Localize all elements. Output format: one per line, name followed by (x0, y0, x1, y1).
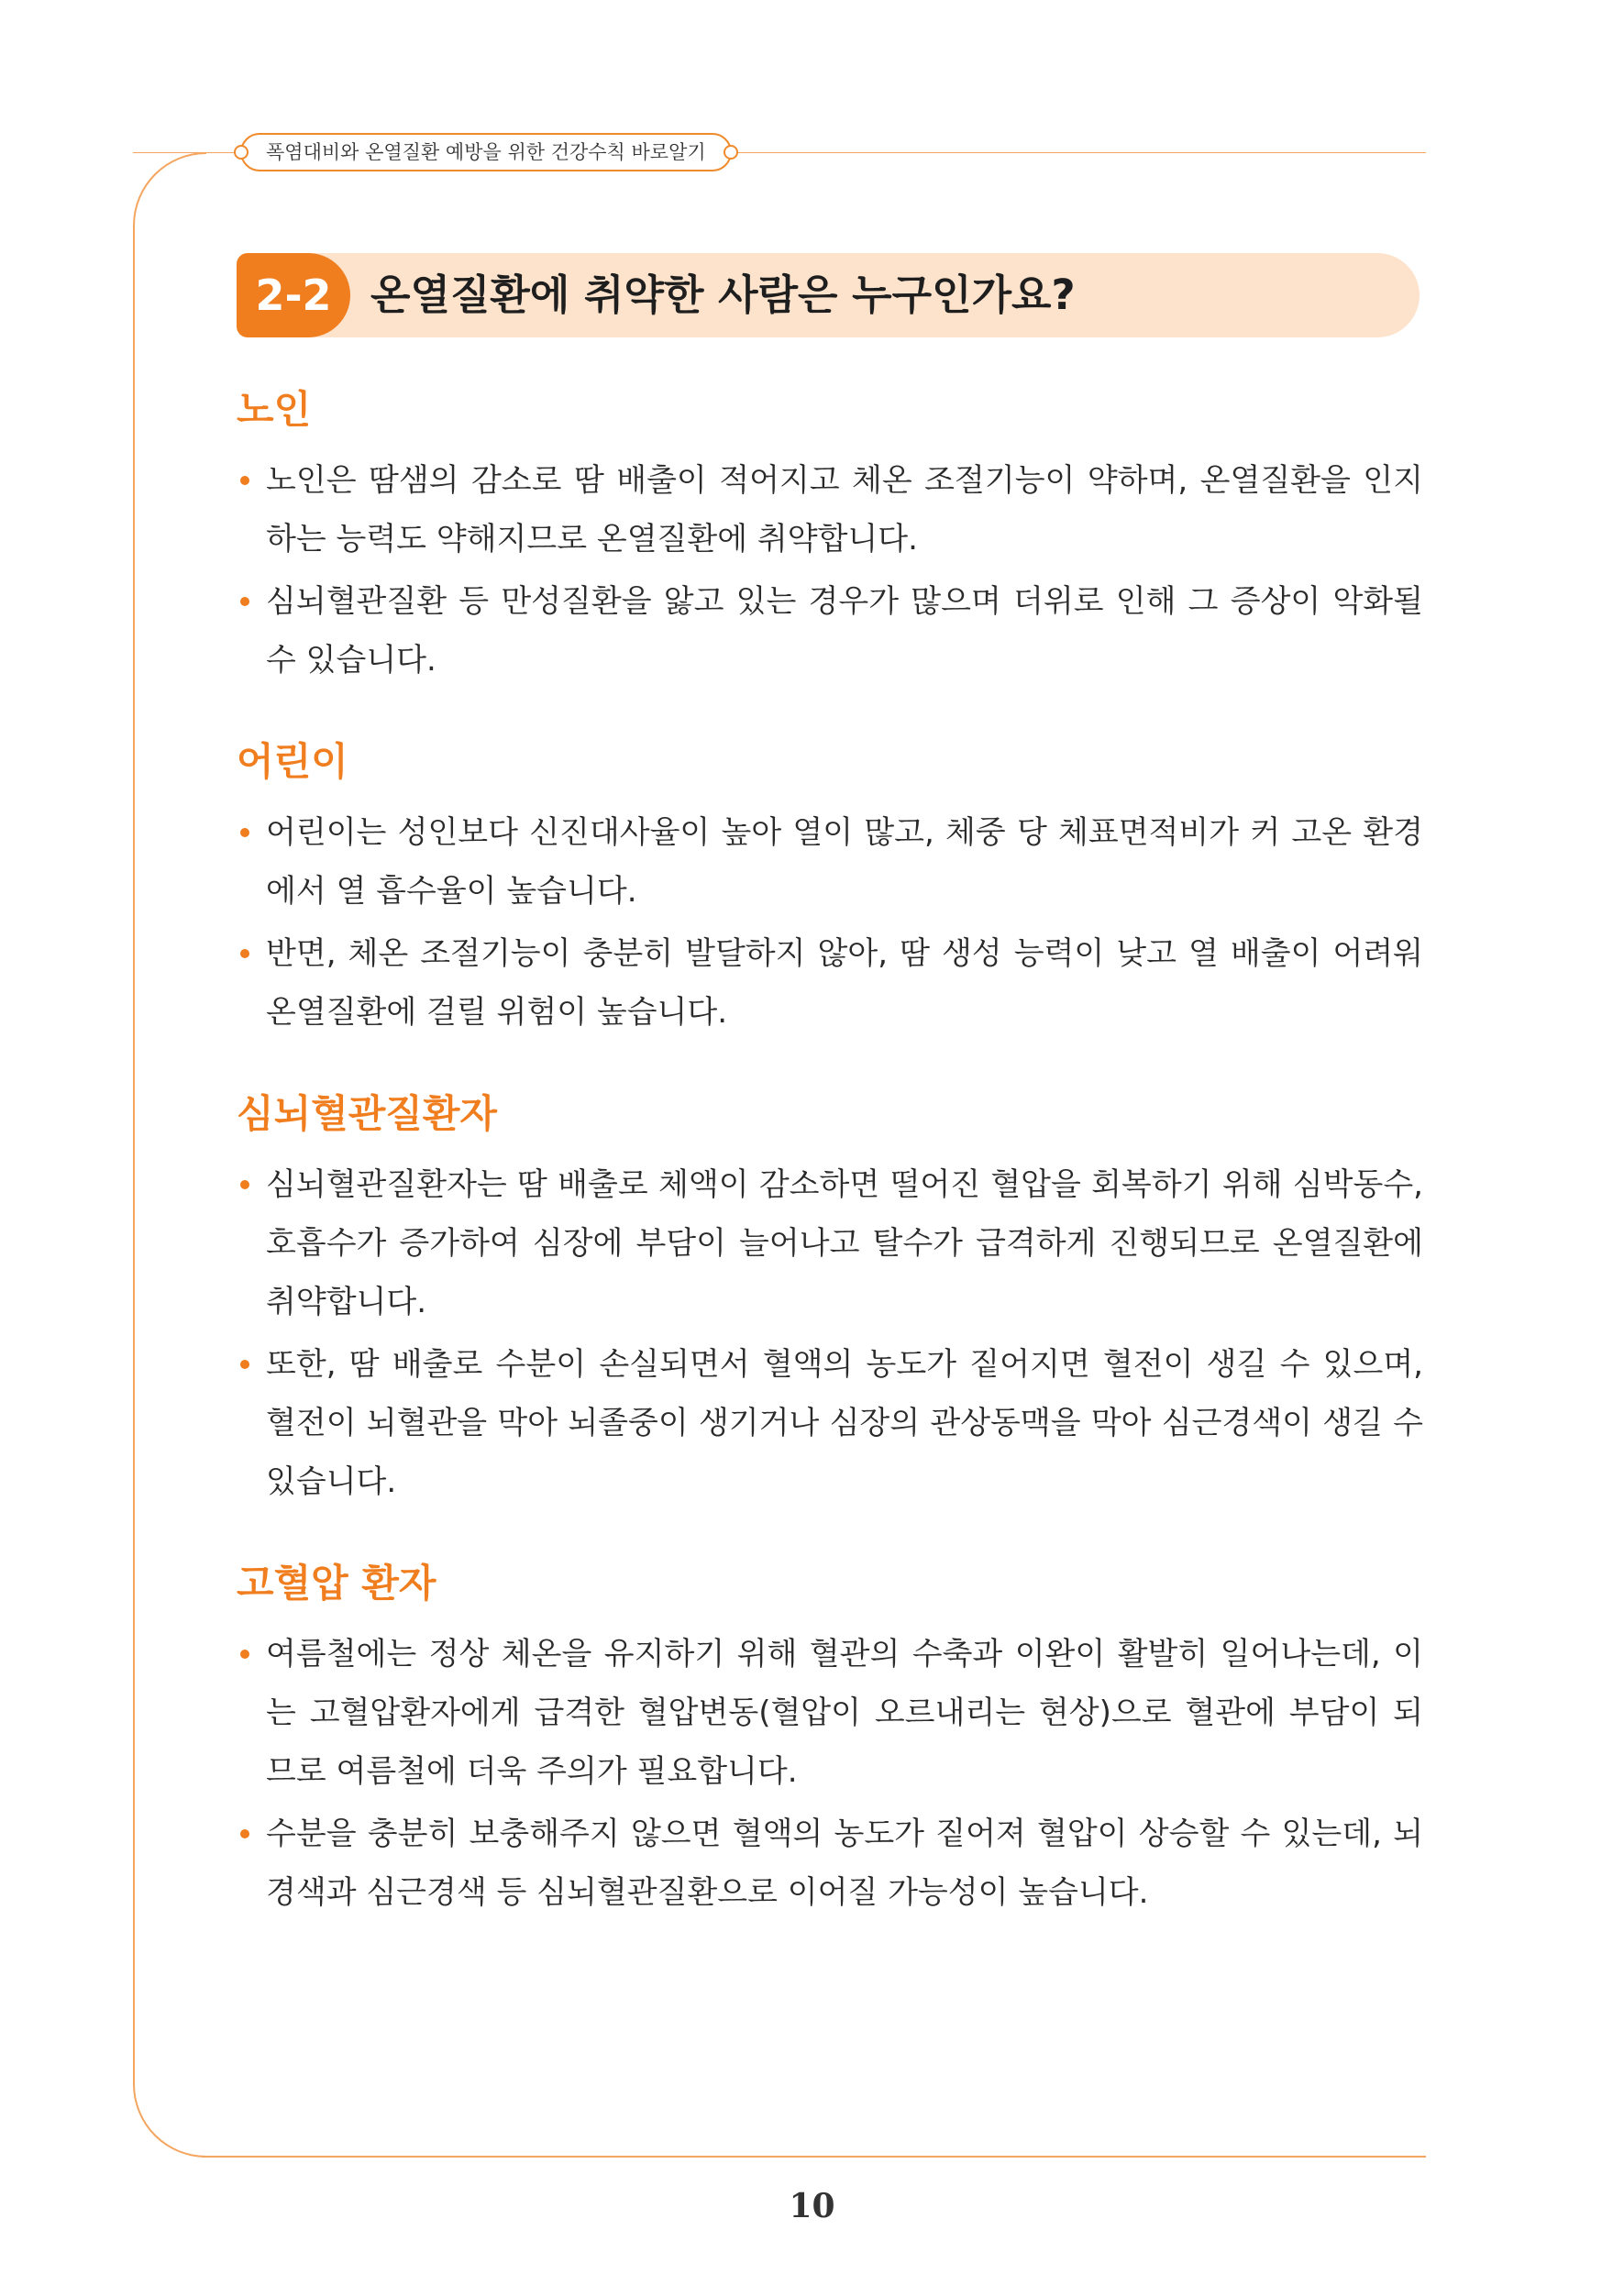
section-elderly (237, 385, 1423, 690)
bullet-item: 노인은 땀샘의 감소로 땀 배출이 적어지고 체온 조절기능이 약하며, 온열질환을 인지하는 능력도 약해지므로 온열질환에 취약합니다. (237, 451, 1423, 568)
main-content (237, 385, 1423, 1970)
section-hypertension (237, 1559, 1423, 1922)
section-heading: 노인 (237, 387, 312, 432)
section-heading: 어린이 (237, 739, 348, 784)
bullet-item: 수분을 충분히 보충해주지 않으면 혈액의 농도가 짙어져 혈압이 상승할 수 있는데, 뇌경색과 심근경색 등 심뇌혈관질환으로 이어질 가능성이 높습니다. (237, 1805, 1423, 1922)
section-number-badge: 2-2 (237, 253, 350, 337)
diamond-icon (720, 142, 741, 163)
diamond-icon (231, 142, 252, 163)
section-children (237, 737, 1423, 1042)
running-header (240, 133, 732, 171)
section-heading: 고혈압 환자 (237, 1561, 436, 1606)
section-heading: 심뇌혈관질환자 (237, 1091, 498, 1136)
bullet-item: 반면, 체온 조절기능이 충분히 발달하지 않아, 땀 생성 능력이 낮고 열 배출이 어려워 온열질환에 걸릴 위험이 높습니다. (237, 924, 1423, 1042)
bullet-item: 심뇌혈관질환자는 땀 배출로 체액이 감소하면 떨어진 혈압을 회복하기 위해 심박동수, 호흡수가 증가하여 심장에 부담이 늘어나고 탈수가 급격하게 진행되므로 온열질환에 취약합니다. (237, 1155, 1423, 1331)
section-cardiovascular (237, 1089, 1423, 1511)
bullet-item: 또한, 땀 배출로 수분이 손실되면서 혈액의 농도가 짙어지면 혈전이 생길 수 있으며, 혈전이 뇌혈관을 막아 뇌졸중이 생기거나 심장의 관상동맥을 막아 심근경색이 생길 수 있습니다. (237, 1335, 1423, 1511)
bullet-item: 여름철에는 정상 체온을 유지하기 위해 혈관의 수축과 이완이 활발히 일어나는데, 이는 고혈압환자에게 급격한 혈압변동(혈압이 오르내리는 현상)으로 혈관에 부담이 되므로 여름철에 더욱 주의가 필요합니다. (237, 1625, 1423, 1801)
page-frame-left (133, 152, 206, 2158)
page-frame-bottom (202, 2156, 1426, 2158)
running-header-text: 폭염대비와 온열질환 예방을 위한 건강수칙 바로알기 (266, 141, 706, 163)
bullet-item: 어린이는 성인보다 신진대사율이 높아 열이 많고, 체중 당 체표면적비가 커 고온 환경에서 열 흡수율이 높습니다. (237, 803, 1423, 921)
bullet-item: 심뇌혈관질환 등 만성질환을 앓고 있는 경우가 많으며 더위로 인해 그 증상이 악화될 수 있습니다. (237, 572, 1423, 690)
page-title: 온열질환에 취약한 사람은 누구인가요? (370, 270, 1076, 319)
page-number: 10 (789, 2187, 835, 2225)
